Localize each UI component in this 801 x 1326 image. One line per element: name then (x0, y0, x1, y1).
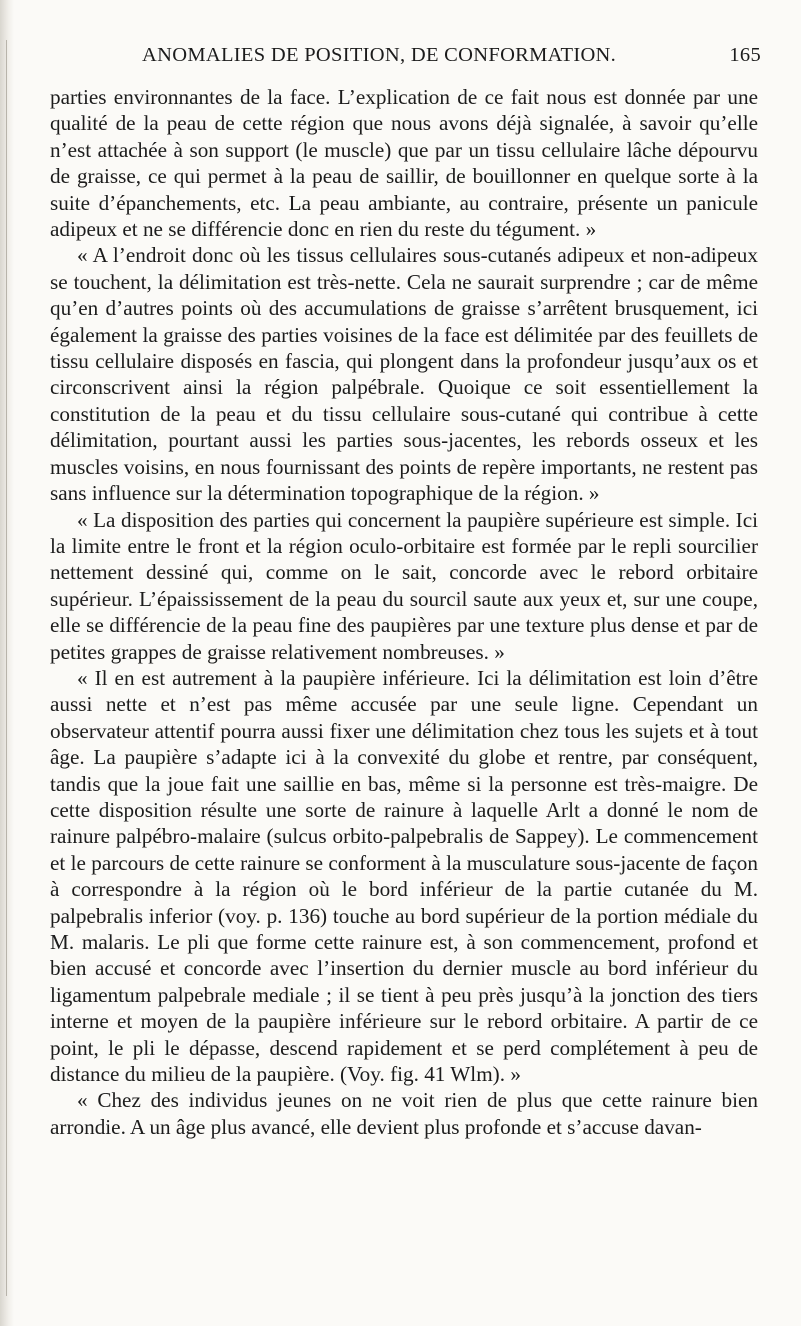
running-title: ANOMALIES DE POSITION, DE CONFORMATION. (142, 44, 617, 66)
page-binding-edge (0, 0, 14, 1326)
paragraph: « Il en est autrement à la paupière inférieure. Ici la délimitation est loin d’être aussi nette et n’est pas même accusée par une seule ligne. Cependant un observateur attentif pourra aussi fixer une délimitation chez tous les sujets et à tout âge. La paupière s’adapte ici à la convexité du globe et rentre, par conséquent, tandis que la joue fait une saillie en bas, même si la personne est très-maigre. De cette disposition résulte une sorte de rainure à laquelle Arlt a donné le nom de rainure palpébro-malaire (sulcus orbito-palpebralis de Sappey). Le commencement et le parcours de cette rainure se conforment à la musculature sous-jacente de façon à correspondre à la région où le bord inférieur de la partie cutanée du M. palpebralis inferior (voy. p. 136) touche au bord supérieur de la portion médiale du M. malaris. Le pli que forme cette rainure est, à son commencement, profond et bien accusé et concorde avec l’insertion du dernier muscle au bord inférieur du ligamentum palpebrale mediale ; il se tient à peu près jusqu’à la jonction des tiers interne et moyen de la paupière inférieure sur le rebord orbitaire. A partir de ce point, le pli le dépasse, descend rapidement et se perd complétement à peu de distance du milieu de la paupière. (Voy. fig. 41 Wlm). » (50, 665, 758, 1087)
paragraph-continued: parties environnantes de la face. L’explication de ce fait nous est donnée par une qualité de la peau de cette région que nous avons déjà signalée, à savoir qu’elle n’est attachée à son support (le muscle) que par un tissu cellulaire lâche dépourvu de graisse, ce qui permet à la peau de saillir, de bouillonner en quelque sorte à la suite d’épanchements, etc. La peau ambiante, au contraire, présente un panicule adipeux et ne se différencie donc en rien du reste du tégument. » (50, 85, 758, 242)
paragraph: « La disposition des parties qui concernent la paupière supérieure est simple. Ici la limite entre le front et la région oculo-orbitaire est formée par le repli sourcilier nettement dessiné qui, comme on le sait, concorde avec le rebord orbitaire supérieur. L’épaississement de la peau du sourcil saute aux yeux et, sur une coupe, elle se différencie de la peau fine des paupières par une texture plus dense et par de petites grappes de graisse relativement nombreuses. » (50, 507, 758, 664)
page-number: 165 (729, 44, 761, 66)
paragraph: « Chez des individus jeunes on ne voit rien de plus que cette rainure bien arrondie. A un âge plus avancé, elle devient plus profonde et s’accuse davan- (50, 1088, 758, 1139)
body-text (50, 84, 758, 1140)
paragraph: « A l’endroit donc où les tissus cellulaires sous-cutanés adipeux et non-adipeux se touchent, la délimitation est très-nette. Cela ne saurait surprendre ; car de même qu’en d’autres points où des accumulations de graisse s’arrêtent brusquement, ici également la graisse des parties voisines de la face est délimitée par des feuillets de tissu cellulaire disposés en fascia, qui plongent dans la profondeur jusqu’aux os et circonscrivent ainsi la région palpébrale. Quoique ce soit essentiellement la constitution de la peau et du tissu cellulaire sous-cutané qui contribue à cette délimitation, pourtant aussi les parties sous-jacentes, les rebords osseux et les muscles voisins, en nous fournissant des points de repère importants, ne restent pas sans influence sur la détermination topographique de la région. » (50, 243, 758, 506)
